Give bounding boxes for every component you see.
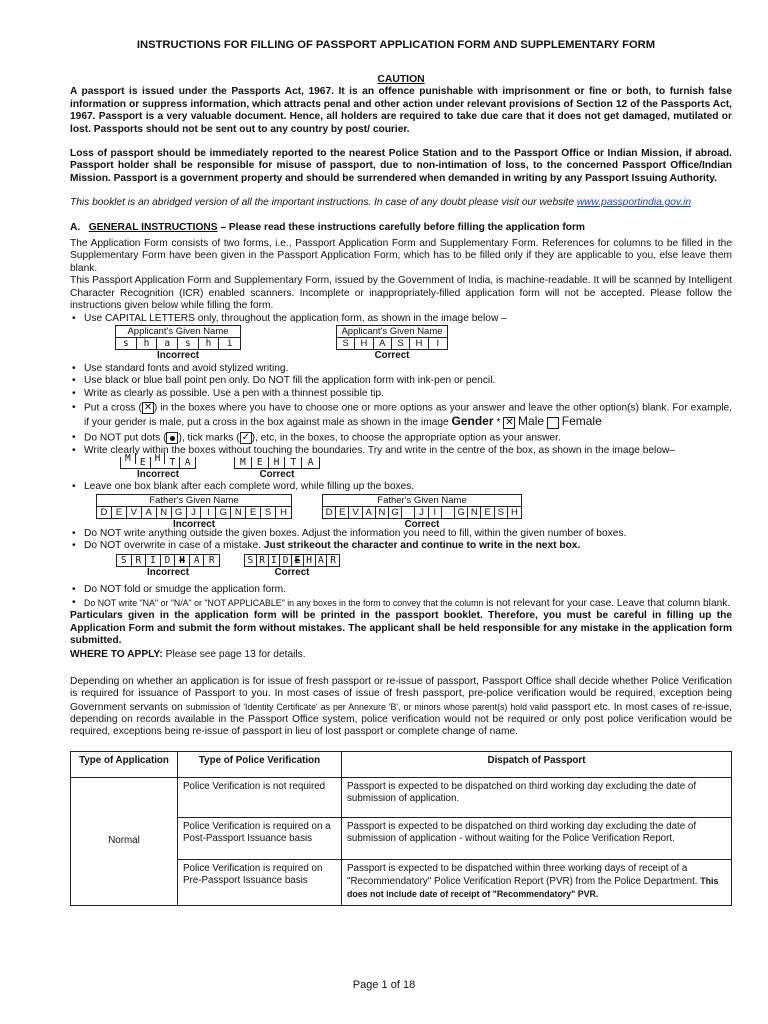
letter-box: I [146, 555, 161, 566]
letter-box: E [112, 507, 127, 518]
incorrect-caption: Incorrect [137, 469, 179, 481]
letter-box: E [481, 507, 494, 518]
female-label: Female [561, 414, 602, 429]
instruction-list [70, 313, 732, 325]
bullet-text: Do NOT overwrite in case of a mistake. [84, 539, 264, 551]
bullet-text: Use CAPITAL LETTERS only, throughout the application form, as shown in the image below – [84, 312, 507, 324]
letter-box: E [336, 507, 349, 518]
letter-box: S [117, 555, 132, 566]
caution-paragraph-2: Loss of passport should be immediately reported to the nearest Police Station and to the Passport Office or Indian Mission, if abroad. Passport holder shall be responsible for misuse of passport, due to non-intimation of loss, to the concerned Passport Office/Indian Mission. Passport is a government property and should be surrendered when demanded in writing by any Passport Issuing Authority. [70, 148, 732, 184]
verification-small-text: submission of 'Identity Certificate' as per Annexure 'B', or minors whose parent(s) hold valid [186, 701, 549, 712]
verification-text: Depending on whether an application is for issue of fresh passport or re-issue of passport, Passport Office shall decide whether Police Verification is required for issuance of Passport to you. In most cases of issue of fresh passport, pre-police verification would be required, exception being Government servants on [70, 675, 732, 713]
gender-label: Gender [451, 414, 494, 429]
page-title: INSTRUCTIONS FOR FILLING OF PASSPORT APPLICATION FORM AND SUPPLEMENTARY FORM [136, 39, 656, 51]
where-to-apply-label: WHERE TO APPLY: [70, 649, 163, 661]
letter-box: E [246, 507, 261, 518]
dot-checkbox-icon [166, 432, 178, 444]
particulars-warning: Particulars given in the application form will be printed in the passport booklet. Therefore, you must be careful in filling up the Application Form and submit the form without mistakes. The applicant shall be held responsible for any mistake in the application form submitted. [70, 610, 732, 646]
document-page [70, 38, 732, 906]
bullet-text: Use black or blue ball point pen only. Do NOT fill the application form with ink-pen or pencil. [84, 375, 496, 387]
letter-box: S [245, 555, 257, 566]
given-name-label: Applicant's Given Name [336, 325, 448, 337]
correct-caption: Correct [374, 349, 410, 361]
correct-example [234, 457, 320, 480]
letter-box: S [337, 338, 355, 349]
bullet-text: Put a cross ( [84, 402, 142, 414]
letter-box: E [292, 555, 304, 566]
dispatch-cell: Passport is expected to be dispatched on third working day excluding the date of submission of application - without waiting for the Police Verification Report. [342, 817, 732, 859]
letter-box: D [280, 555, 292, 566]
column-header: Type of Police Verification [178, 751, 342, 777]
given-name-label: Applicant's Given Name [115, 325, 241, 337]
letter-box: I [429, 507, 442, 518]
dispatch-cell: Passport is expected to be dispatched on third working day excluding the date of submission of application. [342, 777, 732, 817]
list-item [70, 402, 732, 430]
letter-box: A [184, 457, 191, 469]
list-item [70, 584, 732, 596]
letter-box: H [410, 338, 428, 349]
incorrect-caption: Incorrect [173, 518, 215, 530]
incorrect-example [120, 453, 196, 481]
incorrect-example [96, 494, 292, 530]
letter-box: h [137, 338, 158, 349]
list-item [70, 388, 732, 400]
caution-heading: CAUTION [377, 74, 425, 85]
verification-cell: Police Verification is required on Pre-Passport Issuance basis [178, 859, 342, 905]
fathers-name-label: Father's Given Name [322, 494, 522, 506]
tick-checkbox-icon: ✓ [241, 431, 250, 443]
correct-caption: Correct [404, 518, 440, 530]
sridhar-example [116, 554, 732, 584]
bullet-text: ) in the boxes where you have to choose one or more options as your answer and leave the other option(s) blank. For example, if your gender is male, put a cross in the box against male as shown in the image [84, 402, 732, 429]
letter-box: H [511, 506, 518, 518]
letter-box: G [216, 507, 231, 518]
correct-caption: Correct [259, 469, 295, 481]
letter-box: H [175, 555, 190, 566]
letter-box: I [269, 555, 281, 566]
letter-box: G [389, 507, 402, 518]
bullet-text: Write clearly within the boxes without touching the boundaries. Try and write in the centre of the box, as shown in the image below– [84, 444, 676, 456]
letter-box: D [161, 555, 176, 566]
capital-letters-example [115, 325, 732, 363]
bullet-text: Write as clearly as possible. Use a pen with a thinnest possible tip. [84, 387, 384, 399]
correct-letter-grid [234, 457, 320, 469]
letter-box [402, 507, 415, 518]
letter-box: G [455, 507, 468, 518]
fathers-name-example [96, 494, 732, 528]
letter-box: A [142, 507, 157, 518]
incorrect-example [115, 325, 241, 361]
correct-example [244, 554, 340, 578]
verification-text: passport etc. In most cases of re-issue, depending on records available in the Passport Office system, police verification would not be required or only post police verification would be required, exceptions being re-issue of passport in lieu of lost passport or complete change of name. [70, 701, 732, 738]
list-item [70, 432, 732, 445]
female-checkbox-icon [547, 417, 559, 429]
letter-box: S [495, 507, 508, 518]
bullet-text: is not relevant for your case. Leave that column blank. [483, 597, 731, 609]
incorrect-letter-grid [116, 554, 220, 567]
verification-cell: Police Verification is required on a Post-Passport Issuance basis [178, 817, 342, 859]
section-a-title: GENERAL INSTRUCTIONS [88, 221, 218, 233]
incorrect-caption: Incorrect [147, 567, 189, 579]
correct-letter-grid [336, 337, 448, 350]
letter-box: J [187, 507, 202, 518]
incorrect-example [116, 554, 220, 578]
section-a-heading [70, 222, 732, 234]
dispatch-cell [342, 859, 732, 905]
list-item [70, 375, 732, 387]
gender-required-star: * [496, 417, 501, 429]
incorrect-letter-grid [120, 453, 196, 469]
application-type-cell: Normal [71, 777, 178, 905]
page-footer: Page 1 of 18 [352, 979, 416, 991]
letter-box: E [136, 457, 151, 468]
correct-example [322, 494, 522, 530]
bullet-text: Do NOT write anything outside the given boxes. Adjust the information you need to fill, within the given number of boxes. [84, 527, 627, 539]
letter-box: h [199, 338, 220, 349]
letter-box: N [231, 507, 246, 518]
letter-box: S [392, 338, 410, 349]
letter-box: D [97, 507, 112, 518]
section-a-subtitle: – Please read these instructions carefully before filling the application form [217, 221, 585, 233]
dispatch-note: This does not include date of receipt of "Recommendatory" PVR. [347, 876, 719, 900]
verification-paragraph [70, 676, 732, 739]
letter-box: s [116, 338, 137, 349]
bullet-text: Leave one box blank after each complete word, while filling up the boxes. [84, 481, 415, 493]
bullet-text: Do NOT fold or smudge the application form. [84, 584, 286, 596]
letter-box [442, 507, 455, 518]
list-item [70, 540, 732, 552]
letter-box: A [363, 507, 376, 518]
letter-box: S [261, 507, 276, 518]
letter-box: J [415, 507, 428, 518]
letter-box: R [208, 555, 215, 567]
correct-letter-grid [322, 506, 522, 519]
letter-box: A [190, 555, 205, 566]
letter-box: H [304, 555, 316, 566]
bullet-text: ), etc, in the boxes, to choose the appropriate option as your answer. [251, 432, 561, 444]
instruction-list [70, 363, 732, 457]
caution-paragraph-1: A passport is issued under the Passports Act, 1967. It is an offence punishable with imprisonment or fine or both, to furnish false information or suppress information, which attracts penal and other action under relevant provisions of Section 12 of the Passports Act, 1967. Passport is a very valuable document. Hence, all holders are required to take due care that it does not get damaged, mutilated or lost. Passports should not be sent out to any country by post/ courier. [70, 86, 732, 135]
where-to-apply-text: Please see page 13 for details. [162, 649, 306, 661]
letter-box: i [226, 337, 233, 349]
where-to-apply [70, 649, 732, 661]
letter-box: N [468, 507, 481, 518]
table-header-row [71, 751, 732, 777]
letter-box: s [178, 338, 199, 349]
list-item [70, 481, 732, 493]
cross-checkbox-icon [142, 402, 154, 414]
letter-box: I [201, 507, 216, 518]
list-item [70, 597, 732, 610]
incorrect-caption: Incorrect [157, 349, 199, 361]
letter-box: R [257, 555, 269, 566]
dispatch-text: Passport is expected to be dispatched within three working days of receipt of a "Recommendatory" Police Verification Report (PVR) from the Police Department. [347, 862, 701, 888]
instruction-list [70, 481, 732, 493]
verification-cell: Police Verification is not required [178, 777, 342, 817]
column-header: Type of Application [71, 751, 178, 777]
website-link[interactable]: www.passportindia.gov.in [576, 197, 692, 209]
bullet-small-text: Do NOT write "NA" or "N/A" or "NOT APPLICABLE" in any boxes in the form to convey that the column [84, 597, 484, 608]
letter-box: V [349, 507, 362, 518]
male-checked-icon [503, 417, 515, 429]
police-verification-table [70, 751, 732, 906]
letter-box: T [165, 457, 180, 468]
booklet-note-text: This booklet is an abridged version of all the important instructions. In case of any doubt please visit our website [70, 197, 577, 209]
bullet-text: ), tick marks ( [178, 432, 240, 444]
letter-box: a [157, 338, 178, 349]
letter-box: E [252, 457, 269, 468]
correct-example [336, 325, 448, 361]
bullet-text: Do NOT put dots ( [84, 432, 167, 444]
fathers-name-label: Father's Given Name [96, 494, 292, 506]
booklet-note [70, 197, 732, 209]
letter-box: G [172, 507, 187, 518]
table-row [71, 777, 732, 817]
mehta-example [120, 453, 732, 481]
list-item [70, 363, 732, 375]
letter-box: H [269, 457, 286, 468]
letter-box: H [280, 506, 287, 518]
section-a-paragraph-1: The Application Form consists of two forms, i.e., Passport Application Form and Supplementary Form. References for columns to be filled in the Supplementary Form have been given in the Passport Application Form, which has to be filled only if they are applicable to you, else leave them blank. [70, 238, 732, 274]
letter-box: R [132, 555, 147, 566]
letter-box: R [330, 555, 336, 567]
letter-box: A [307, 457, 314, 469]
list-item [70, 528, 732, 540]
letter-box: H [355, 338, 373, 349]
letter-box: N [376, 507, 389, 518]
letter-box: T [285, 457, 302, 468]
incorrect-letter-grid [115, 337, 241, 350]
incorrect-letter-grid [96, 506, 292, 519]
letter-box: H [151, 453, 166, 464]
section-a-number: A. [70, 221, 81, 233]
letter-box: A [374, 338, 392, 349]
instruction-list [70, 528, 732, 553]
letter-box: M [235, 457, 252, 468]
section-a-paragraph-2: This Passport Application Form and Supplementary Form, issued by the Government of India, is machine-readable. It will be scanned by Intelligent Character Recognition (ICR) enabled scanners. Incomplete or inappropriately-filled application form will not be accepted. Please follow the instructions given below while filling the form. [70, 275, 732, 312]
letter-box: M [121, 453, 136, 464]
letter-box: D [323, 507, 336, 518]
letter-box: N [157, 507, 172, 518]
bullet-text: Use standard fonts and avoid stylized writing. [84, 362, 289, 374]
letter-box: A [316, 555, 328, 566]
column-header: Dispatch of Passport [342, 751, 732, 777]
letter-box: I [436, 337, 440, 349]
correct-caption: Correct [274, 567, 310, 579]
list-item [70, 313, 732, 325]
letter-box: V [127, 507, 142, 518]
male-label: Male [518, 414, 545, 429]
correct-letter-grid [244, 554, 340, 567]
bullet-bold-text: Just strikeout the character and continue to write in the next box. [263, 539, 581, 551]
instruction-list [70, 584, 732, 610]
list-item [70, 445, 732, 457]
